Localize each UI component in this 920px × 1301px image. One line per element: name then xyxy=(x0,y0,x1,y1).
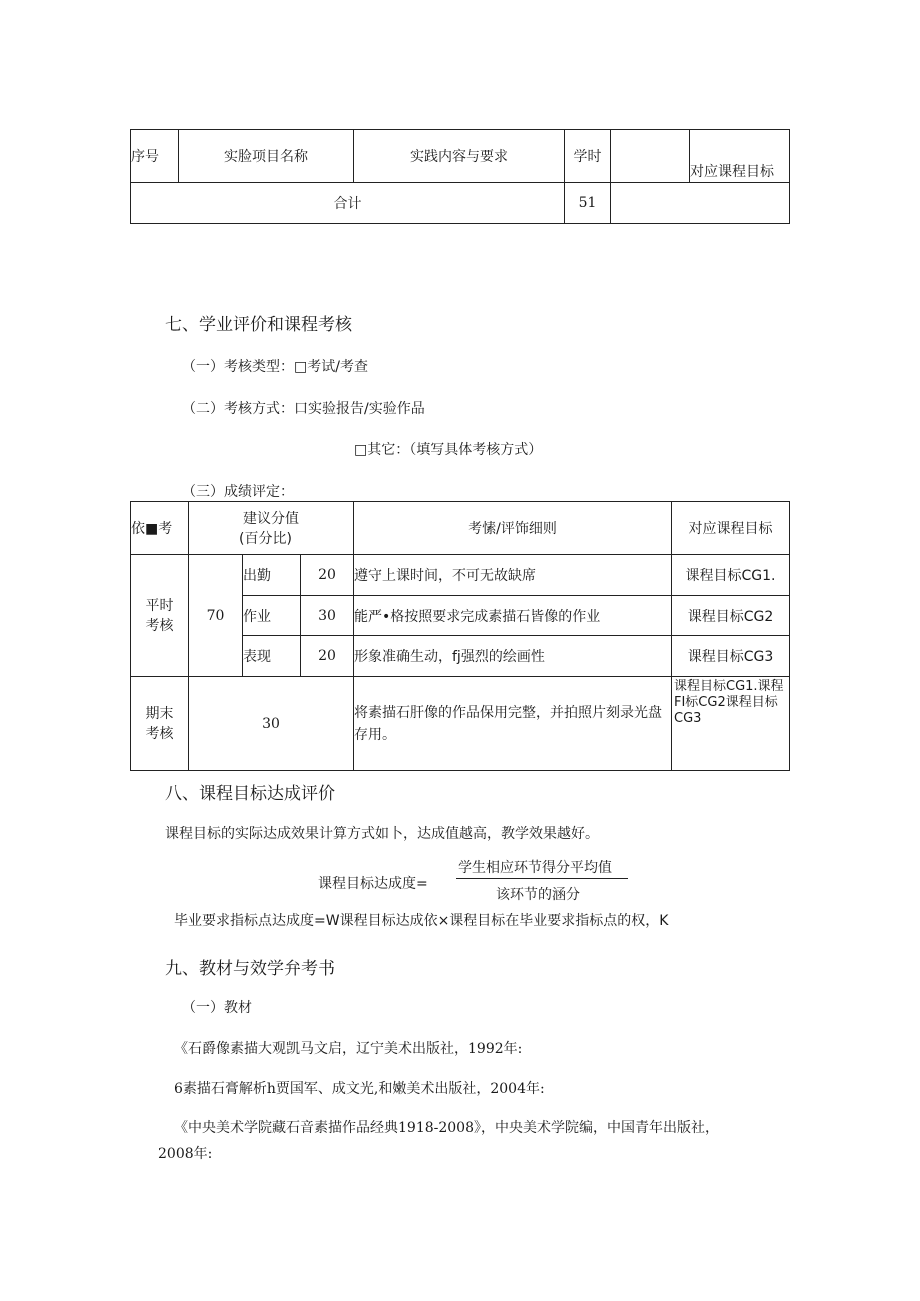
target-attendance: 课程目标CG1. xyxy=(672,555,790,596)
target-performance: 课程目标CG3 xyxy=(672,636,790,677)
item-performance: 表现 xyxy=(243,636,301,677)
section7-title: 七、学业评价和课程考核 xyxy=(165,315,352,335)
header-hours: 学时 xyxy=(565,130,611,183)
experiment-table xyxy=(130,129,790,224)
total-blank xyxy=(611,183,790,224)
final-rule: 将素描石肝像的作品保用完整，并拍照片刻录光盘存用。 xyxy=(354,677,672,771)
book-3-line2: 2008年: xyxy=(158,1146,213,1162)
total-label: 合计 xyxy=(131,183,565,224)
grading-table xyxy=(130,501,790,771)
book-3-line1: 《中央美术学院藏石音素描作品经典1918-2008》，中央美术学院编，中国青年出版社， xyxy=(174,1120,719,1136)
score-performance: 20 xyxy=(301,636,354,677)
grade-heading: （三）成绩评定： xyxy=(182,484,294,500)
assessment-method: （二）考核方式：口实验报告/实验作品 xyxy=(182,401,425,417)
assessment-other: □其它：（填写具体考核方式） xyxy=(354,442,543,458)
item-attendance: 出勤 xyxy=(243,555,301,596)
header-blank xyxy=(611,130,690,183)
target-homework: 课程目标CG2 xyxy=(672,596,790,636)
final-target: 课程目标CG1.课程FI标CG2课程目标CG3 xyxy=(672,677,790,771)
header-target: 对应课程目标 xyxy=(690,130,790,183)
hdr-target: 对应课程目标 xyxy=(672,502,790,555)
group-final-label: 期末考核 xyxy=(131,677,189,771)
hdr-rules: 考愫/评饰细则 xyxy=(354,502,672,555)
score-attendance: 20 xyxy=(301,555,354,596)
section8-intro: 课程目标的实际达成效果计算方式如卜，达成值越高，教学效果越好。 xyxy=(165,826,599,842)
header-seq: 序号 xyxy=(131,130,179,183)
group-regular-total: 70 xyxy=(189,555,243,677)
rule-performance: 形象准确生动，fj强烈的绘画性 xyxy=(354,636,672,677)
group-regular-label: 平时考核 xyxy=(131,555,189,677)
book-1: 《石爵像素描大观凯马文启，辽宁美术出版社，1992年: xyxy=(174,1041,523,1057)
header-content: 实践内容与要求 xyxy=(354,130,565,183)
hdr-score-line1: 建议分值 xyxy=(243,511,299,527)
total-hours: 51 xyxy=(565,183,611,224)
rule-homework: 能严•格按照要求完成素描石皆像的作业 xyxy=(354,596,672,636)
header-project-name: 实脸项目名称 xyxy=(179,130,354,183)
textbook-heading: （一）教材 xyxy=(182,1000,252,1016)
hdr-score-line2: (百分比) xyxy=(239,531,292,547)
formula-denominator: 该环节的涵分 xyxy=(496,887,580,903)
rule-attendance: 遵守上课时间，不可无故缺席 xyxy=(354,555,672,596)
hdr-basis: 依■考 xyxy=(131,502,189,555)
group-final-score: 30 xyxy=(189,677,354,771)
item-homework: 作业 xyxy=(243,596,301,636)
formula-numerator: 学生相应环节得分平均值 xyxy=(458,860,612,876)
formula-label: 课程目标达成度= xyxy=(318,876,428,892)
score-homework: 30 xyxy=(301,596,354,636)
assessment-type: （一）考核类型：□考试/考查 xyxy=(182,359,368,375)
section8-title: 八、课程目标达成评价 xyxy=(165,784,335,804)
book-2: 6素描石膏解析h贾国军、成文光,和嫩美术出版社，2004年: xyxy=(174,1081,545,1097)
hdr-score xyxy=(189,502,354,555)
grad-formula: 毕业要求指标点达成度=W课程目标达成依×课程目标在毕业要求指标点的权，K xyxy=(174,913,669,929)
fraction-bar xyxy=(456,878,628,879)
section9-title: 九、教材与效学弁考书 xyxy=(165,959,335,979)
